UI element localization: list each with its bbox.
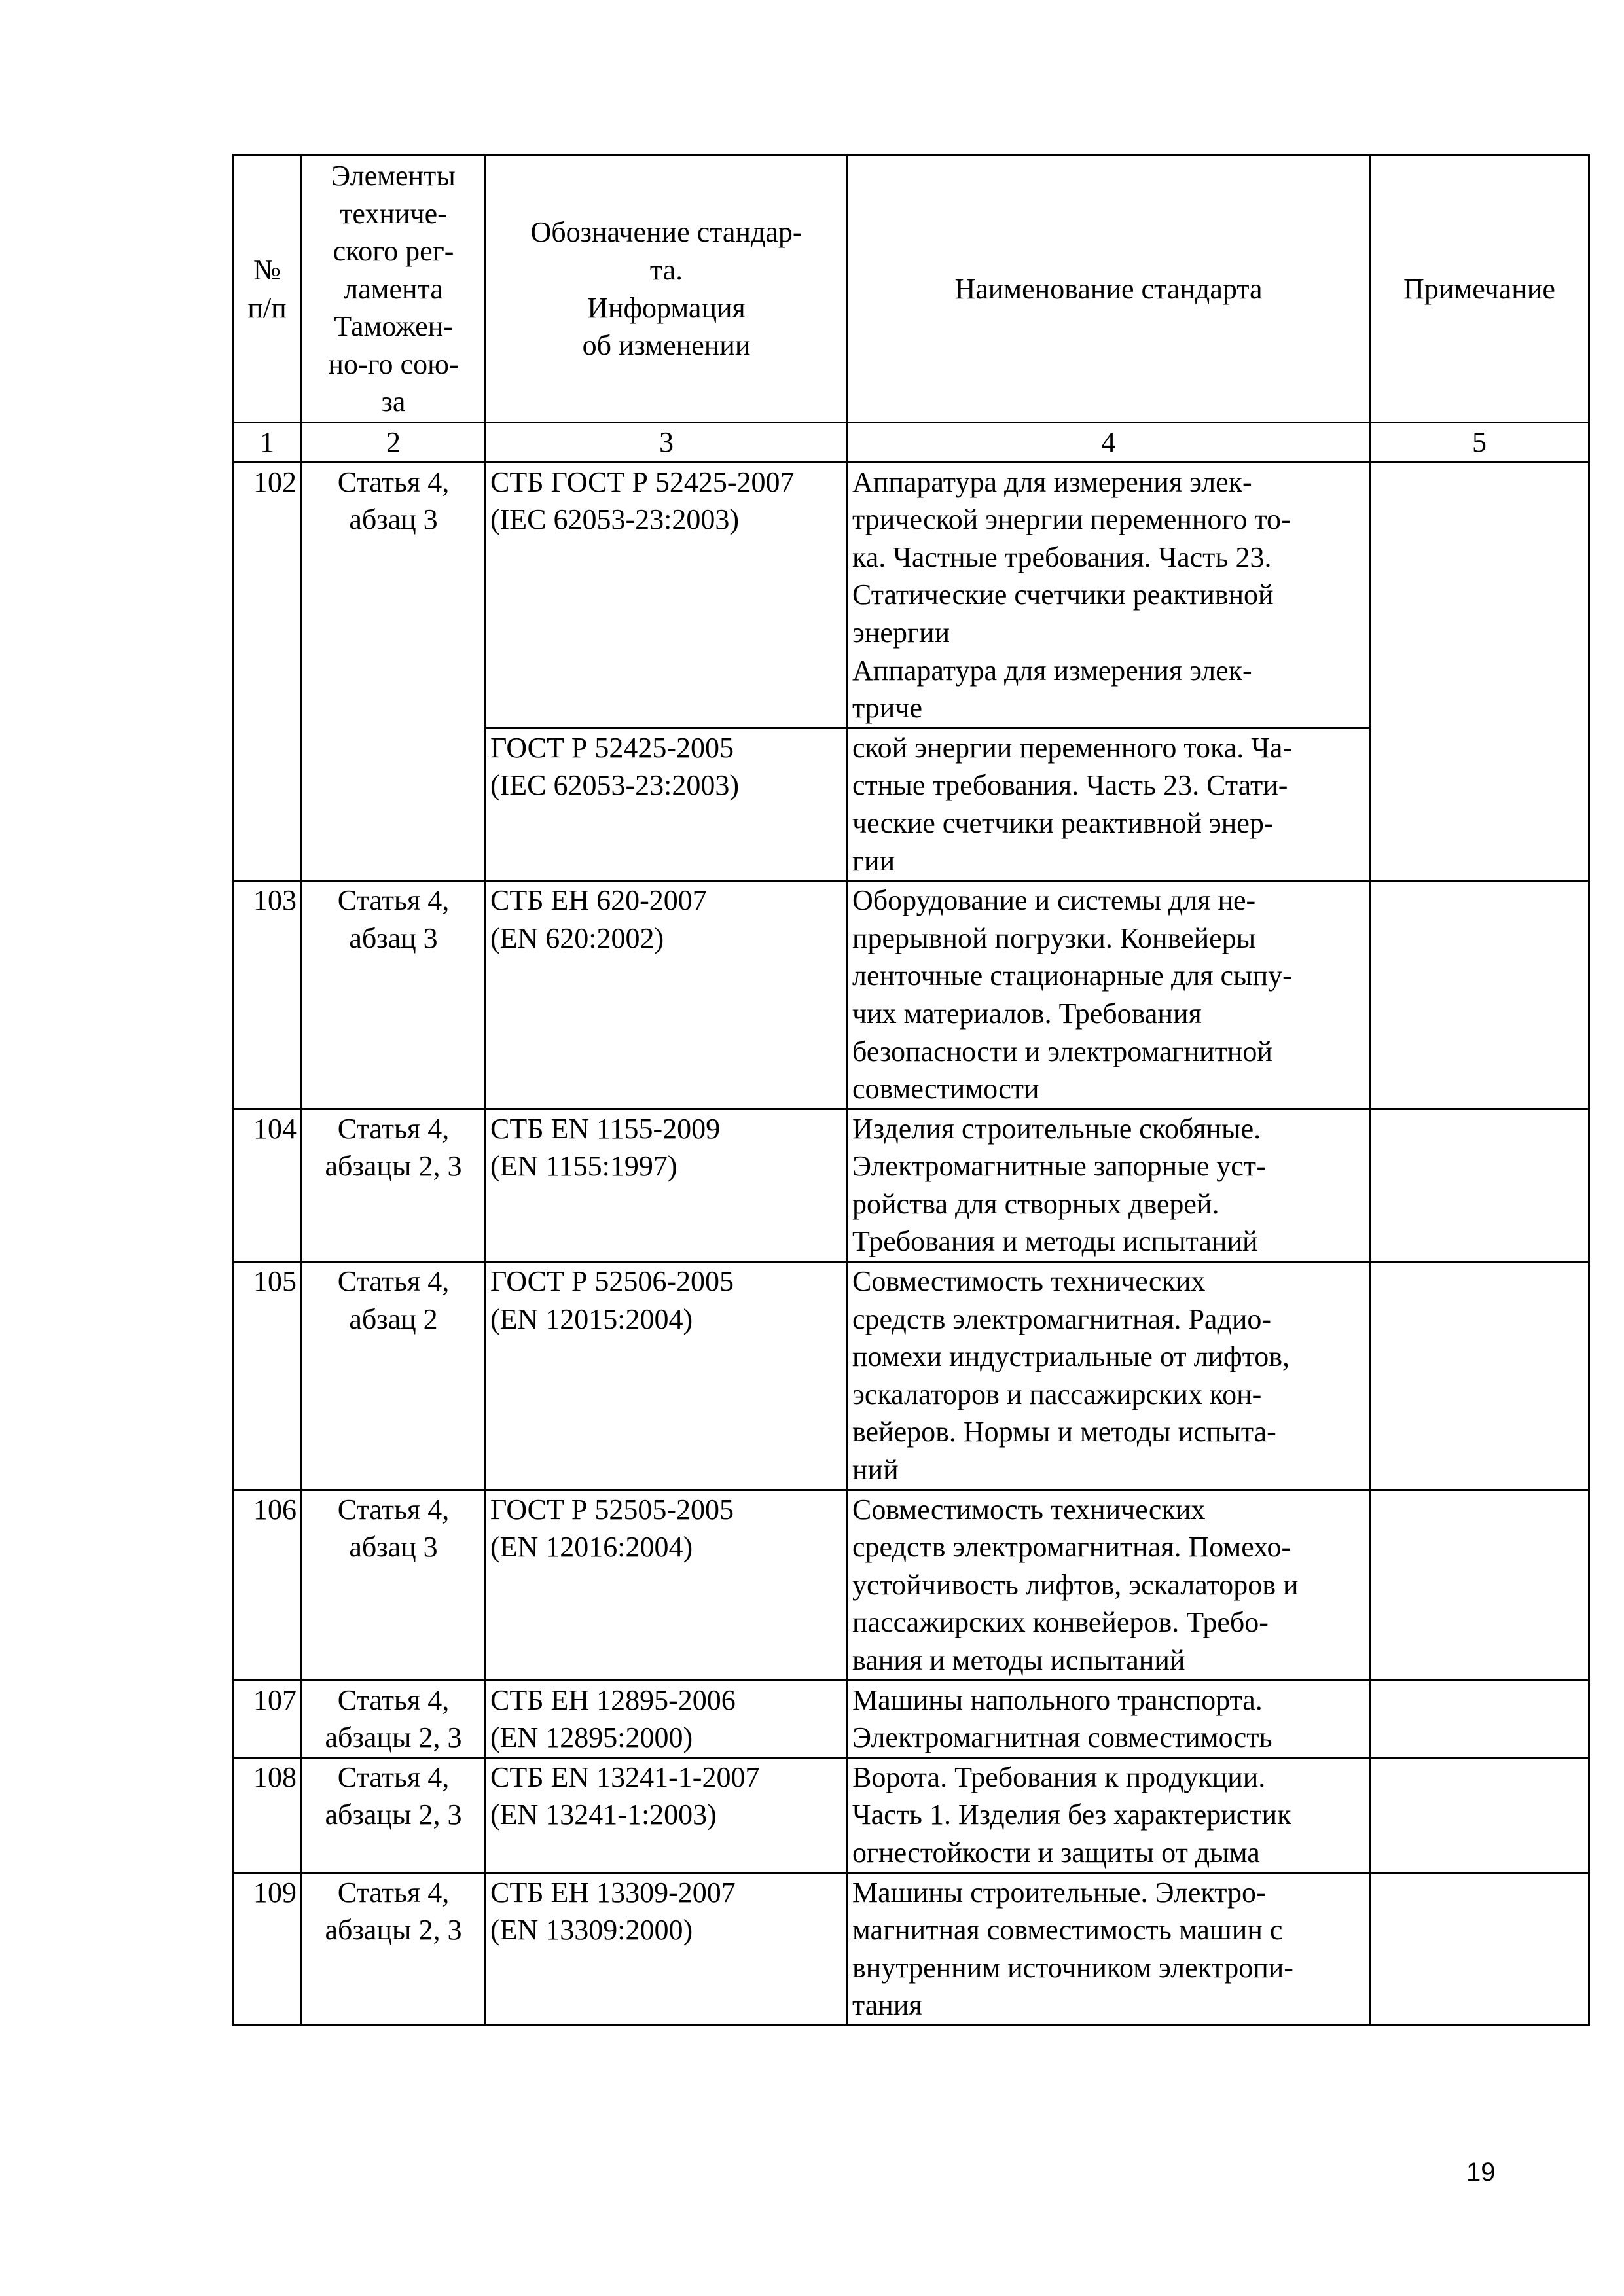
row-standard-name: Оборудование и системы для не- прерывной погрузки. Конвейеры ленточные стационарные для сыпу- чих материалов. Требования безопасности и электромагнитной совместимости bbox=[848, 881, 1370, 1109]
row-standard-name: Аппаратура для измерения элек- трической энергии переменного то- ка. Частные требования. Часть 23. Статические счетчики реактивной энергии Аппаратура для измерения элек- триче bbox=[848, 462, 1370, 728]
row-designation: СТБ ГОСТ Р 52425-2007 (IEC 62053-23:2003) bbox=[486, 462, 848, 728]
row-standard-name: Совместимость технических средств электромагнитная. Радио- помехи индустриальные от лифтов, эскалаторов и пассажирских кон- вейеров. Нормы и методы испыта- ний bbox=[848, 1262, 1370, 1490]
row-element: Статья 4, абзац 3 bbox=[302, 462, 486, 881]
header-number: № п/п bbox=[233, 156, 302, 423]
column-number: 5 bbox=[1370, 423, 1589, 463]
row-standard-name: Ворота. Требования к продукции. Часть 1. Изделия без характеристик огнестойкости и защиты от дыма bbox=[848, 1757, 1370, 1873]
row-number: 102 bbox=[233, 462, 302, 881]
row-note bbox=[1370, 1757, 1589, 1873]
row-designation: СТБ ЕН 620-2007 (EN 620:2002) bbox=[486, 881, 848, 1109]
column-numbers-row bbox=[233, 423, 1589, 463]
row-designation: СТБ EN 13241-1-2007 (EN 13241-1:2003) bbox=[486, 1757, 848, 1873]
row-element: Статья 4, абзацы 2, 3 bbox=[302, 1680, 486, 1757]
row-note bbox=[1370, 1109, 1589, 1261]
table-row bbox=[233, 1680, 1589, 1757]
page-number: 19 bbox=[1466, 2158, 1496, 2187]
row-element: Статья 4, абзац 3 bbox=[302, 1490, 486, 1680]
row-designation: СТБ EN 1155-2009 (EN 1155:1997) bbox=[486, 1109, 848, 1261]
row-element: Статья 4, абзацы 2, 3 bbox=[302, 1757, 486, 1873]
row-designation: ГОСТ Р 52505-2005 (EN 12016:2004) bbox=[486, 1490, 848, 1680]
row-note bbox=[1370, 1873, 1589, 2025]
header-designation: Обозначение стандар- та. Информация об изменении bbox=[486, 156, 848, 423]
header-standard-name: Наименование стандарта bbox=[848, 156, 1370, 423]
row-number: 109 bbox=[233, 1873, 302, 2025]
row-standard-name: Машины напольного транспорта. Электромагнитная совместимость bbox=[848, 1680, 1370, 1757]
header-row bbox=[233, 156, 1589, 423]
row-element: Статья 4, абзац 3 bbox=[302, 881, 486, 1109]
table-row bbox=[233, 1757, 1589, 1873]
row-note bbox=[1370, 1680, 1589, 1757]
column-number: 4 bbox=[848, 423, 1370, 463]
row-number: 107 bbox=[233, 1680, 302, 1757]
row-number: 103 bbox=[233, 881, 302, 1109]
row-standard-name: Совместимость технических средств электромагнитная. Помехо- устойчивость лифтов, эскалаторов и пассажирских конвейеров. Требо- вания и методы испытаний bbox=[848, 1490, 1370, 1680]
table-row bbox=[233, 881, 1589, 1109]
row-number: 105 bbox=[233, 1262, 302, 1490]
row-note bbox=[1370, 462, 1589, 881]
table-row bbox=[233, 1873, 1589, 2025]
table-row bbox=[233, 1109, 1589, 1261]
row-note bbox=[1370, 1262, 1589, 1490]
column-number: 1 bbox=[233, 423, 302, 463]
standards-table bbox=[232, 154, 1590, 2026]
table-row bbox=[233, 462, 1589, 728]
row-number: 108 bbox=[233, 1757, 302, 1873]
row-number: 104 bbox=[233, 1109, 302, 1261]
row-designation: ГОСТ Р 52506-2005 (EN 12015:2004) bbox=[486, 1262, 848, 1490]
row-number: 106 bbox=[233, 1490, 302, 1680]
table-row bbox=[233, 1490, 1589, 1680]
row-element: Статья 4, абзацы 2, 3 bbox=[302, 1873, 486, 2025]
row-element: Статья 4, абзац 2 bbox=[302, 1262, 486, 1490]
row-standard-name: Изделия строительные скобяные. Электромагнитные запорные уст- ройства для створных дверей. Требования и методы испытаний bbox=[848, 1109, 1370, 1261]
row-note bbox=[1370, 881, 1589, 1109]
header-note: Примечание bbox=[1370, 156, 1589, 423]
header-elements: Элементы техниче- ского рег- ламента Таможен- но-го сою- за bbox=[302, 156, 486, 423]
column-number: 3 bbox=[486, 423, 848, 463]
row-designation: СТБ ЕН 13309-2007 (EN 13309:2000) bbox=[486, 1873, 848, 2025]
row-designation: СТБ ЕН 12895-2006 (EN 12895:2000) bbox=[486, 1680, 848, 1757]
table-row bbox=[233, 1262, 1589, 1490]
column-number: 2 bbox=[302, 423, 486, 463]
row-standard-name: ской энергии переменного тока. Ча- стные требования. Часть 23. Стати- ческие счетчики реактивной энер- гии bbox=[848, 728, 1370, 880]
row-element: Статья 4, абзацы 2, 3 bbox=[302, 1109, 486, 1261]
row-note bbox=[1370, 1490, 1589, 1680]
row-designation: ГОСТ Р 52425-2005 (IEC 62053-23:2003) bbox=[486, 728, 848, 880]
row-standard-name: Машины строительные. Электро- магнитная совместимость машин с внутренним источником электропи- тания bbox=[848, 1873, 1370, 2025]
